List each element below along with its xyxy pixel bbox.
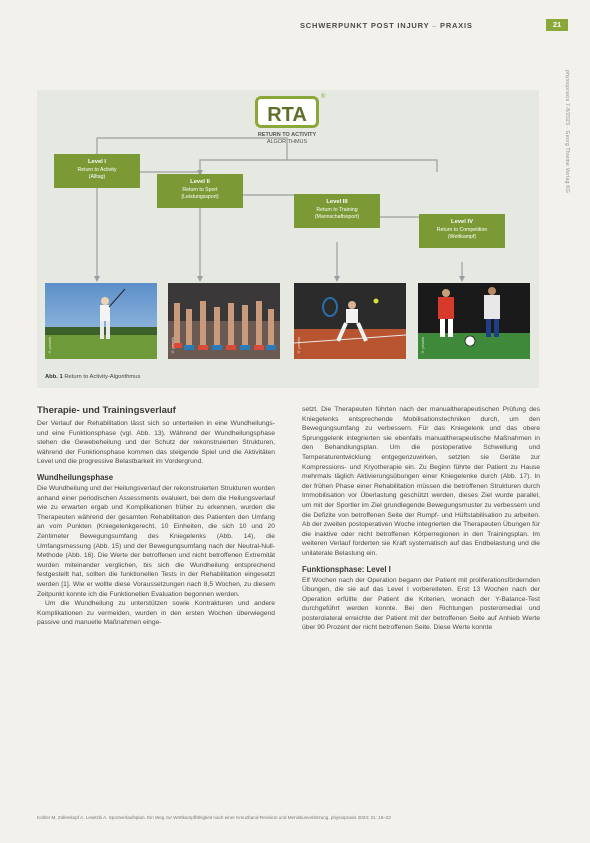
photo-tennis-credit: © pexels [296,337,301,355]
text-column-left [37,405,275,628]
wound-healing-paragraph-2: Um die Wundheilung zu unterstützen sowie Kontrakturen und andere Komplikationen zu vermeiden, wurden in den ersten Wochen überwiegend passive und manuelle Maßnahmen einge- [37,600,275,627]
header-category: PRAXIS [440,21,473,30]
level-box-1-line2: (Alltag) [88,174,106,180]
wound-healing-paragraph-1: Die Wundheilung und der Heilungsverlauf der rekonstruierten Strukturen wurden anhand einer periodischen Assessments evaluiert, bei dem die Heilungsverlauf wie zu erwarten ergab und Komplikationen früher zu erkennen, wurden die Therapeuten während der gesamten Rehabilitation des Patienten den Umfang an vom Punkten (Kniegelenkgerecht, 10 Einheiten, die sich 10 und 20 Zentimeter Bewegungsumfang des Kniegelenks (Abb. 14), die Umfangsmessung (Abb. 15) und der Bewegungsumfang nach der Neutral-Null-Methode (Abb. 16). Die Werte der betroffenen und nicht betroffenen Extremität wurden miteinander verglichen, bis sich die Wundheilung entsprechend festgestellt hat, sollten die funktionellen Tests in der Rehabilitation eingesetzt werden [1]. Wie er wollte diese Voraussetzungen nach 8,5 Wochen, zu diesem Zeitpunkt konnte ich die Funktionellen Evaluation begonnen werden. [37,484,275,598]
level-box-2-title: Level II [190,179,210,185]
citation-footnote: Kohler M, Zollenkopf A. Lewitzki A. Sportverlaufsplan. Ein Weg zur Wettkampffähigkeit nach einer Kreuzband-Revision und Meniskusverletzung. physiopraxis 2023; 21: 16–22 [37,815,391,820]
level-box-4-title: Level IV [451,219,473,225]
header-section: SCHWERPUNKT POST INJURY [300,21,430,30]
rta-subtitle-line2: ALGORITHMUS [266,139,308,145]
level-box-2-line2: (Leistungssport) [181,194,219,200]
rta-registered-mark: ® [321,94,326,100]
level-box-1 [54,154,140,188]
subheading-wound-healing: Wundheilungsphase [37,472,114,482]
figure-rta-algorithm [37,90,539,388]
section-heading: Therapie- und Trainingsverlauf [37,405,176,416]
intro-paragraph: Der Verlauf der Rehabilitation lässt sich so unterteilen in eine Wundheilungs- und eine Funktionsphase (vgl. Abb. 13). Während der Wundheilungsphase stehen die Gewebeheilung und der Schutz der rekonstruierten Strukturen, während der Funktionsphase kommen das steigende Spiel und die Aktivitäten Level und die progressive Belastbarkeit im Vordergrund. [37,420,275,466]
level-box-4 [419,214,505,248]
level-box-2 [157,174,243,208]
photo-runners [168,283,280,359]
photo-tennis [294,283,406,359]
level-box-3-title: Level III [326,199,348,205]
level-box-1-line1: Return to Activity [77,166,117,173]
page-number: 21 [546,19,568,31]
rta-logo: RTA [255,96,319,128]
photo-runners-credit: © pexels [170,337,175,355]
therapy-paragraph: setzt. Die Therapeuten führten nach der manualtherapeutischen Prüfung des Kniegelenks entsprechende Mobilisationstechniken durch, um den Bewegungsumfang zu verbessern. Für das Kniegelenk und das obere Sprunggelenk integrierten sie ebenfalls manualtherapeutische Maßnahmen in den Behandlungsplan. Um die postoperative Schwellung und Temperaturentwicklung entgegenzuwirken, setzten sie Geräte zur Kompressions- und Kryotherapie ein. Zu Beginn führte der Patient zu Hause mehrmals täglich Aktivierungsübungen einer Kniegelenke durch (Abb. 17). In der frühen Phase einer Rehabilitation müssen die betroffenen Strukturen durch Immobilisation vor Überlastung geschützt werden, dieses Ziel wurde parallel, um mit der Sportler im Ziel grundlegende Bewegungsmuster zu verbessern und die Defizite von betroffenen Seite der Rumpf- und Hüftstabilisation zu arbeiten. Ab der zweiten postoperativen Woche integrierten die Therapeuten Übungen für die inaktive oder nicht betroffenen Körperregionen in den Trainingsplan. Im weiteren Verlauf forderten sie Kraft systematisch auf das Endbelastung und die unilaterale Belastung ein. [302,406,540,557]
function-phase-paragraph: Elf Wochen nach der Operation begann der Patient mit proliferationsfördernden Übungen, die sie auf das Level I vorbereiteten. Erst 13 Wochen nach der Operation erfüllte der Patient die Kriterien, wonach der Y-Balance-Test durchgeführt werden konnte. Bei den Richtungen posteromedial und posterolateral erreichte der Patient mit der betroffenen Seite auf Anhieb Werte über 90 Prozent der nicht betroffenen Seite. Diese Werte konnte [302,576,540,632]
page-header [0,0,590,38]
photo-golfer [45,283,157,359]
text-column-right [302,405,540,633]
running-header [300,21,473,30]
soccer-image [418,283,530,359]
rta-subtitle-line1: RETURN TO ACTIVITY [257,132,317,138]
level-box-2-line1: Return to Sport [182,186,218,193]
level-box-3-line2: (Mannschaftssport) [314,214,360,220]
figure-caption-text: Return to Activity-Algorithmus [64,374,141,380]
subheading-function-phase: Funktionsphase: Level I [302,564,391,574]
level-box-3-line1: Return to Training [316,206,358,213]
level-box-4-line2: (Wettkampf) [447,234,477,240]
level-box-1-title: Level I [87,159,107,165]
figure-caption [45,374,140,380]
figure-caption-prefix: Abb. 1 [45,374,63,380]
golfer-image [45,283,157,359]
level-box-4-line1: Return to Competition [436,226,488,233]
photo-soccer [418,283,530,359]
header-separator: – [432,21,438,30]
side-copyright-note: physiopraxis 7-8/2023 · Georg Thieme Verlag KG [564,70,570,194]
photo-soccer-credit: © pexels [420,337,425,355]
photo-golfer-credit: © pexels [47,337,52,355]
level-box-3 [294,194,380,228]
runners-image [168,283,280,359]
tennis-image [294,283,406,359]
